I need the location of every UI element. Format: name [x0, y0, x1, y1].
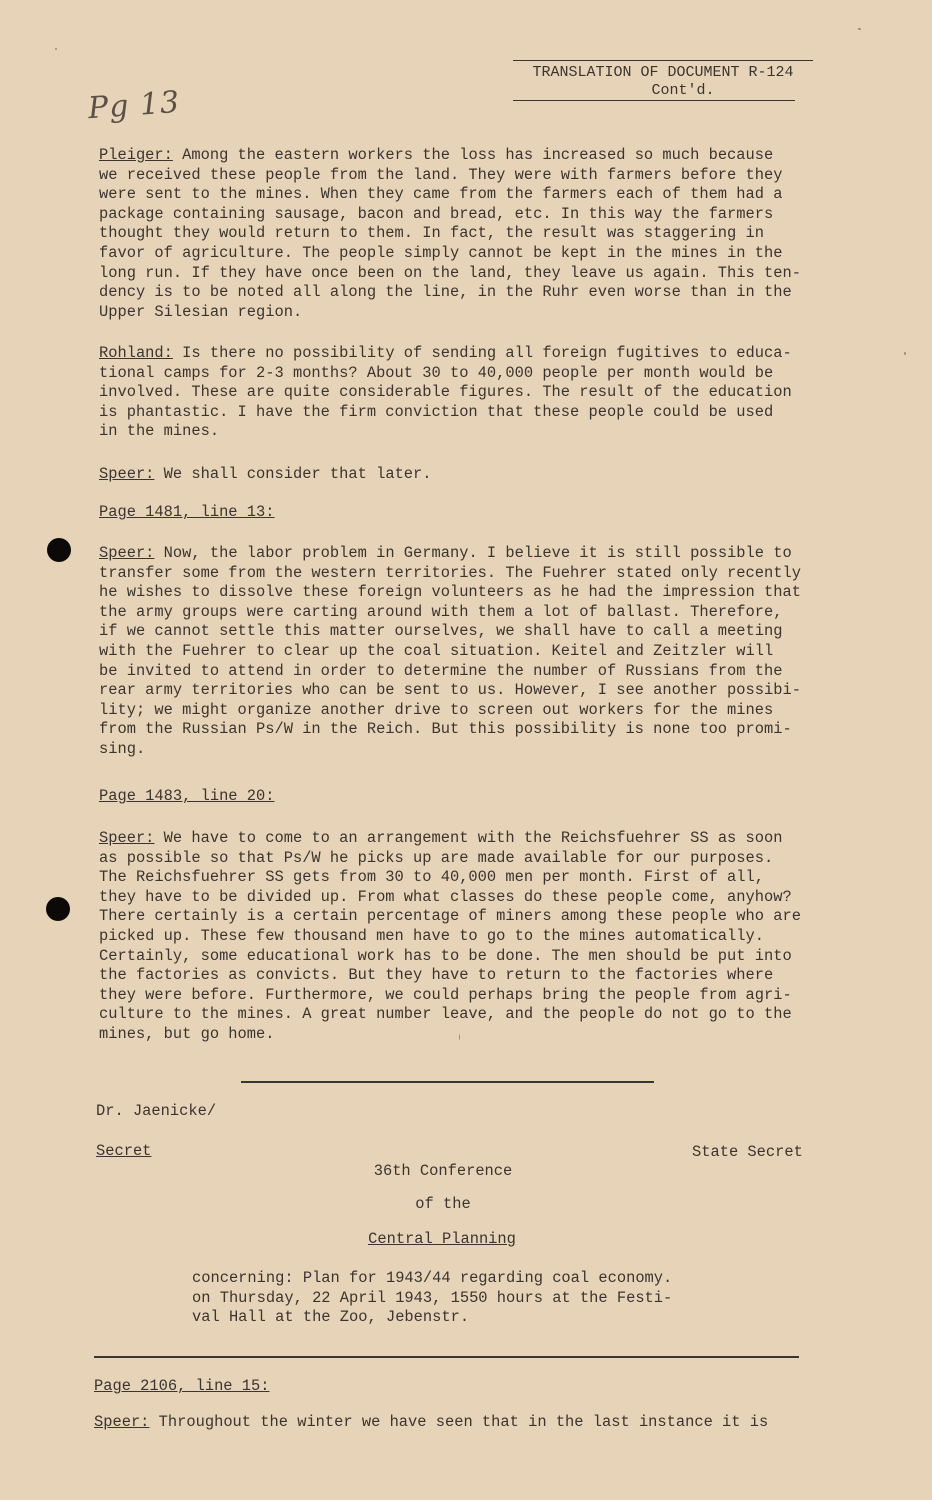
- separator-rule-long: [94, 1356, 799, 1358]
- paragraph-speer-labor: [99, 544, 859, 760]
- header-subtitle: Cont'd.: [651, 82, 715, 99]
- addressee: Dr. Jaenicke/: [96, 1102, 217, 1120]
- paragraph-text: Among the eastern workers the loss has increased so much because we received these people from the land. They were with farmers before they were sent to the mines. When they came from the farmers each of them had a package containing sausage, bacon and bread, etc. In this way the farmers thought they would return to them. In fact, the result was staggering in favor of agriculture. The people simply cannot be kept in the mines in the long run. If they have once been on the land, they leave us again. This ten- dency is to be noted all along the line, in the Ruhr even worse than in the Upper Silesian region.: [99, 146, 801, 321]
- speaker-label: Speer:: [94, 1413, 150, 1431]
- concerning-block: concerning: Plan for 1943/44 regarding coal economy. on Thursday, 22 April 1943, 1550 hours at the Festi- val Hall at the Zoo, Jebenstr.: [192, 1269, 673, 1327]
- speaker-label: Speer:: [99, 544, 155, 562]
- punch-hole-top: [47, 538, 71, 562]
- paragraph-pleiger: [99, 146, 859, 322]
- section-heading-1483: Page 1483, line 20:: [99, 787, 275, 805]
- paragraph-text: Is there no possibility of sending all foreign fugitives to educa- tional camps for 2-3 months? About 30 to 40,000 people per month would be involved. These are quite considerable figures. The result of the education is phantastic. I have the firm conviction that these people could be used in the mines.: [99, 344, 792, 441]
- handwritten-page-note: Pg 13: [86, 84, 182, 127]
- speaker-label: Speer:: [99, 465, 155, 483]
- paragraph-text: Throughout the winter we have seen that in the last instance it is: [158, 1413, 769, 1431]
- paragraph-rohland: [99, 344, 859, 442]
- conference-central-planning: [0, 1230, 908, 1248]
- speaker-label: Pleiger:: [99, 146, 173, 164]
- punch-hole-bottom: [46, 897, 70, 921]
- paper-speckle: [459, 1034, 460, 1040]
- speaker-label: Rohland:: [99, 344, 173, 362]
- paragraph-speer-short: [99, 465, 859, 485]
- section-heading-2106: Page 2106, line 15:: [94, 1377, 270, 1395]
- paragraph-speer-reichsfuehrer: [99, 829, 859, 1045]
- paragraph-text: We shall consider that later.: [163, 465, 432, 483]
- header-title: TRANSLATION OF DOCUMENT R-124: [532, 64, 794, 81]
- conference-number: 36th Conference: [373, 1162, 513, 1180]
- section-heading-1481: Page 1481, line 13:: [99, 503, 275, 521]
- paper-speckle: [858, 28, 861, 30]
- speaker-label: Speer:: [99, 829, 155, 847]
- paragraph-text: We have to come to an arrangement with the Reichsfuehrer SS as soon as possible so that Ps/W he picks up are made available for our purposes. The Reichsfuehrer SS gets from 30 to 40,000 men per month. First of all, they have to be divided up. From what classes do these people come, anyhow? There certainly is a certain percentage of miners among these people who are picked up. These few thousand men have to go to the mines automatically. Certainly, some educational work has to be done. The men should be put into the factories as convicts. But they have to return to the factories where they were before. Furthermore, we could perhaps bring the people from agri- culture to the mines. A great number leave, and the people do not go to the mines, but go home.: [99, 829, 801, 1043]
- paper-speckle: [55, 48, 57, 50]
- classification-state-secret: State Secret: [692, 1143, 803, 1161]
- central-planning-label: Central Planning: [368, 1230, 516, 1248]
- conference-of-the: of the: [415, 1195, 471, 1213]
- paper-speckle: [904, 352, 906, 355]
- header-rule-bottom: [513, 100, 795, 101]
- paragraph-speer-winter: [94, 1413, 874, 1433]
- separator-rule: [241, 1081, 654, 1083]
- header-rule-top: [513, 60, 813, 61]
- paragraph-text: Now, the labor problem in Germany. I believe it is still possible to transfer some from the western territories. The Fuehrer stated only recently he wishes to dissolve these foreign volunteers as he had the impression that the army groups were carting around with them a lot of ballast. Therefore, if we cannot settle this matter ourselves, we shall have to call a meeting with the Fuehrer to clear up the coal situation. Keitel and Zeitzler will be invited to attend in order to determine the number of Russians from the rear army territories who can be sent to us. However, I see another possibi- lity; we might organize another drive to screen out workers for the mines from the Russian Ps/W in the Reich. But this possibility is none too promi- sing.: [99, 544, 801, 758]
- classification-secret: Secret: [96, 1142, 152, 1160]
- document-header: [513, 60, 813, 100]
